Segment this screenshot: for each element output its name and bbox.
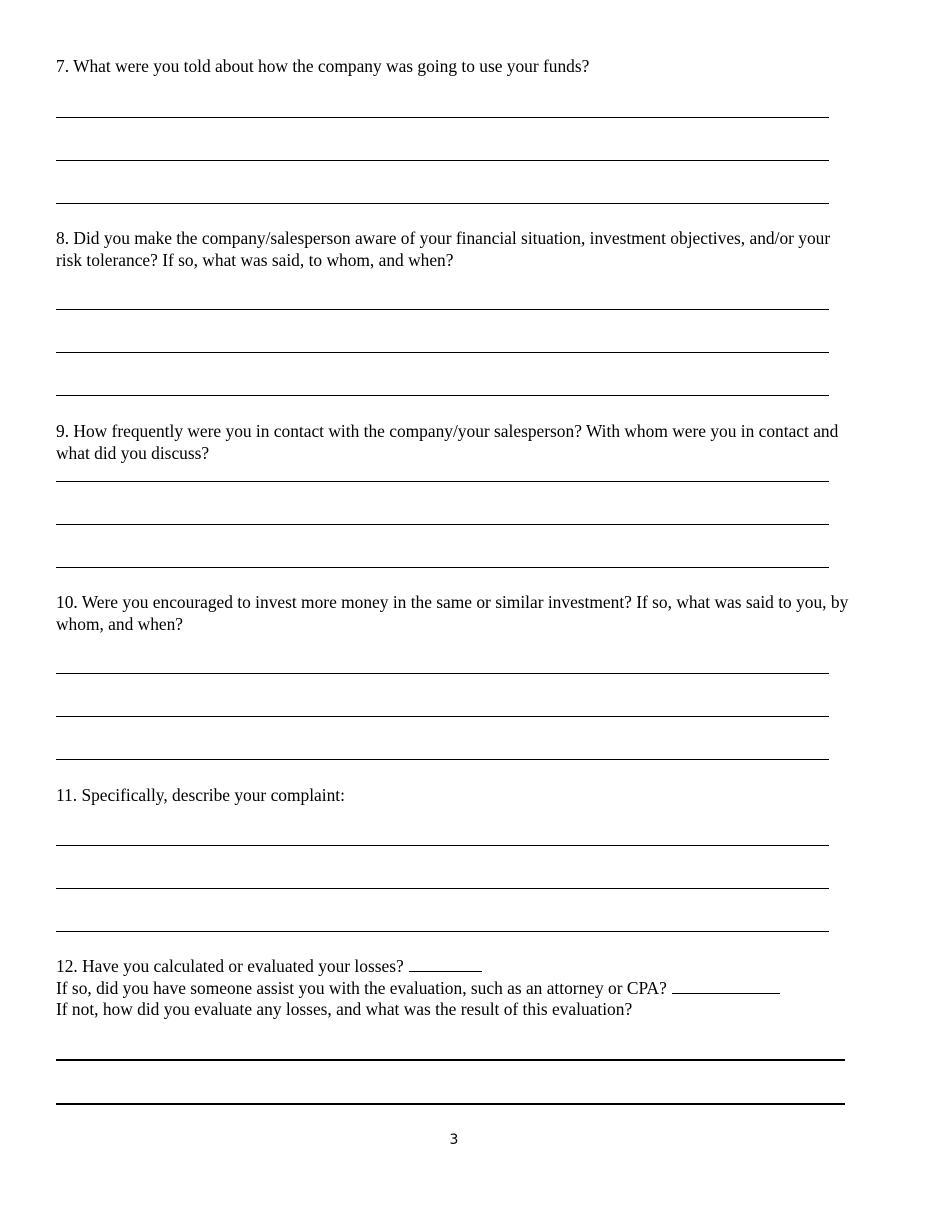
answer-line-q11-1[interactable]: [56, 845, 829, 846]
answer-line-q7-3[interactable]: [56, 203, 829, 204]
question-12-line-2: [56, 978, 916, 1000]
question-11: 11. Specifically, describe your complaint:: [56, 785, 345, 805]
answer-line-q10-1[interactable]: [56, 673, 829, 674]
question-12: [56, 956, 916, 1021]
answer-line-q8-3[interactable]: [56, 395, 829, 396]
assistance-blank[interactable]: [672, 978, 780, 994]
question-9: 9. How frequently were you in contact with the company/your salesperson? With whom were you in contact and what did you discuss?: [56, 421, 839, 463]
answer-line-q12-2[interactable]: [56, 1103, 845, 1105]
answer-line-q9-3[interactable]: [56, 567, 829, 568]
answer-line-q12-1[interactable]: [56, 1059, 845, 1061]
question-7: 7. What were you told about how the company was going to use your funds?: [56, 56, 590, 76]
answer-line-q9-1[interactable]: [56, 481, 829, 482]
question-12-text-2: If so, did you have someone assist you with the evaluation, such as an attorney or CPA?: [56, 977, 667, 998]
answer-line-q7-1[interactable]: [56, 117, 829, 118]
answer-line-q11-2[interactable]: [56, 888, 829, 889]
answer-line-q9-2[interactable]: [56, 524, 829, 525]
question-10: 10. Were you encouraged to invest more money in the same or similar investment? If so, what was said to you, by whom, and when?: [56, 592, 849, 634]
losses-calculated-blank[interactable]: [409, 956, 482, 972]
answer-line-q7-2[interactable]: [56, 160, 829, 161]
answer-line-q11-3[interactable]: [56, 931, 829, 932]
answer-line-q10-2[interactable]: [56, 716, 829, 717]
answer-line-q10-3[interactable]: [56, 759, 829, 760]
question-12-line-3: If not, how did you evaluate any losses, and what was the result of this evaluation?: [56, 999, 633, 1019]
question-12-text-1: 12. Have you calculated or evaluated your losses?: [56, 956, 404, 976]
answer-line-q8-1[interactable]: [56, 309, 829, 310]
answer-line-q8-2[interactable]: [56, 352, 829, 353]
question-8: 8. Did you make the company/salesperson aware of your financial situation, investment objectives, and/or your risk tolerance? If so, what was said, to whom, and when?: [56, 228, 831, 270]
page-number: 3: [449, 1132, 459, 1148]
question-12-line-1: [56, 956, 916, 978]
